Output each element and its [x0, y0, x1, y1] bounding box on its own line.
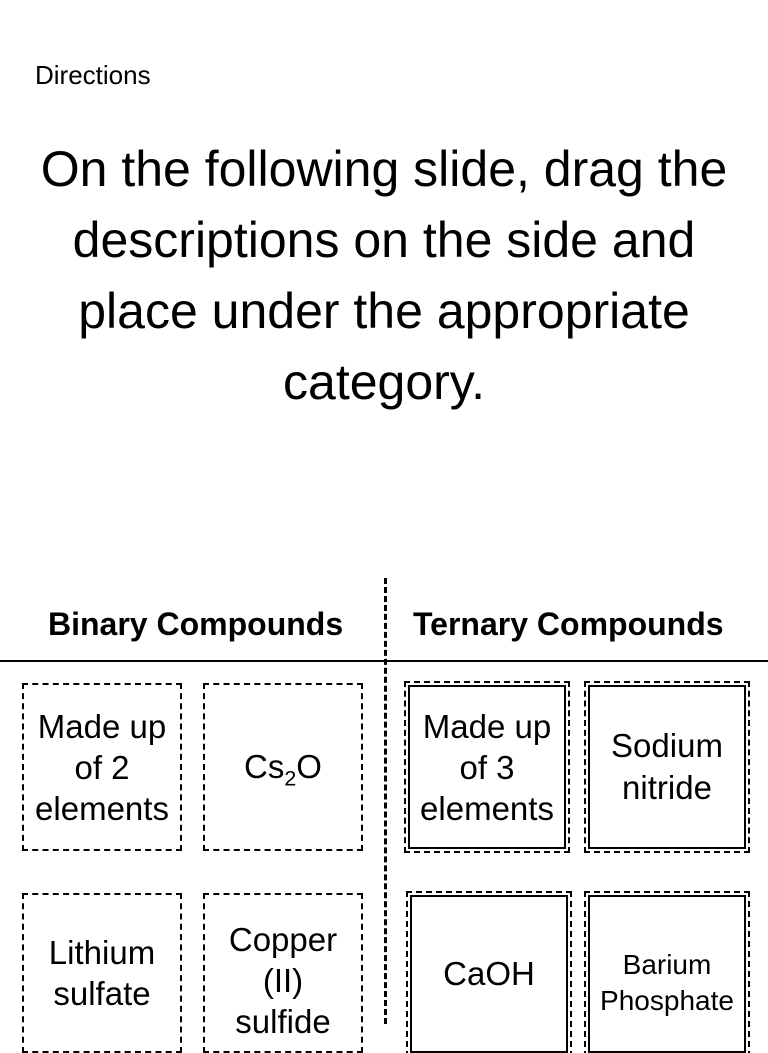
card-line: of 3	[459, 748, 515, 786]
card-line: sulfide	[235, 1003, 331, 1040]
card-line: Made up	[37, 707, 167, 745]
card-line: sulfate	[53, 975, 151, 1012]
card-line: elements	[35, 789, 169, 827]
card-made-up-of-2-elements[interactable]	[22, 683, 182, 851]
formula-base: Cs	[244, 748, 285, 785]
card-sodium-nitride[interactable]	[588, 685, 746, 849]
formula-cs2o	[244, 748, 322, 791]
card-line: Barium	[622, 949, 712, 980]
column-divider	[384, 578, 387, 1024]
card-line: nitride	[622, 769, 712, 806]
card-copper-ii-sulfide[interactable]	[203, 893, 363, 1053]
card-made-up-of-3-elements[interactable]	[408, 685, 566, 849]
card-line: of 2	[74, 748, 130, 786]
directions-label: Directions	[35, 60, 151, 90]
card-barium-phosphate[interactable]	[588, 895, 746, 1053]
card-cs2o[interactable]	[203, 683, 363, 851]
card-text	[35, 706, 169, 829]
card-line: Made up	[422, 707, 552, 745]
card-text	[420, 706, 554, 829]
card-line: (II)	[262, 962, 304, 999]
card-line: Sodium	[611, 727, 723, 764]
card-text: CaOH	[443, 955, 535, 992]
card-line: Copper	[228, 921, 338, 958]
card-text	[600, 947, 734, 1019]
binary-compounds-header: Binary Compounds	[48, 606, 344, 642]
card-caoh[interactable]	[410, 895, 568, 1053]
ternary-compounds-header: Ternary Compounds	[413, 606, 724, 642]
card-line: Phosphate	[600, 985, 734, 1016]
formula-tail: O	[296, 748, 322, 785]
card-text	[49, 932, 155, 1014]
card-lithium-sulfate[interactable]	[22, 893, 182, 1053]
instructions-text: On the following slide, drag the descriptions on the side and place under the appropriate category.	[40, 141, 728, 410]
formula-subscript: 2	[284, 766, 297, 791]
card-text	[611, 725, 723, 809]
card-line: Lithium	[48, 934, 156, 971]
card-line: elements	[420, 789, 554, 827]
